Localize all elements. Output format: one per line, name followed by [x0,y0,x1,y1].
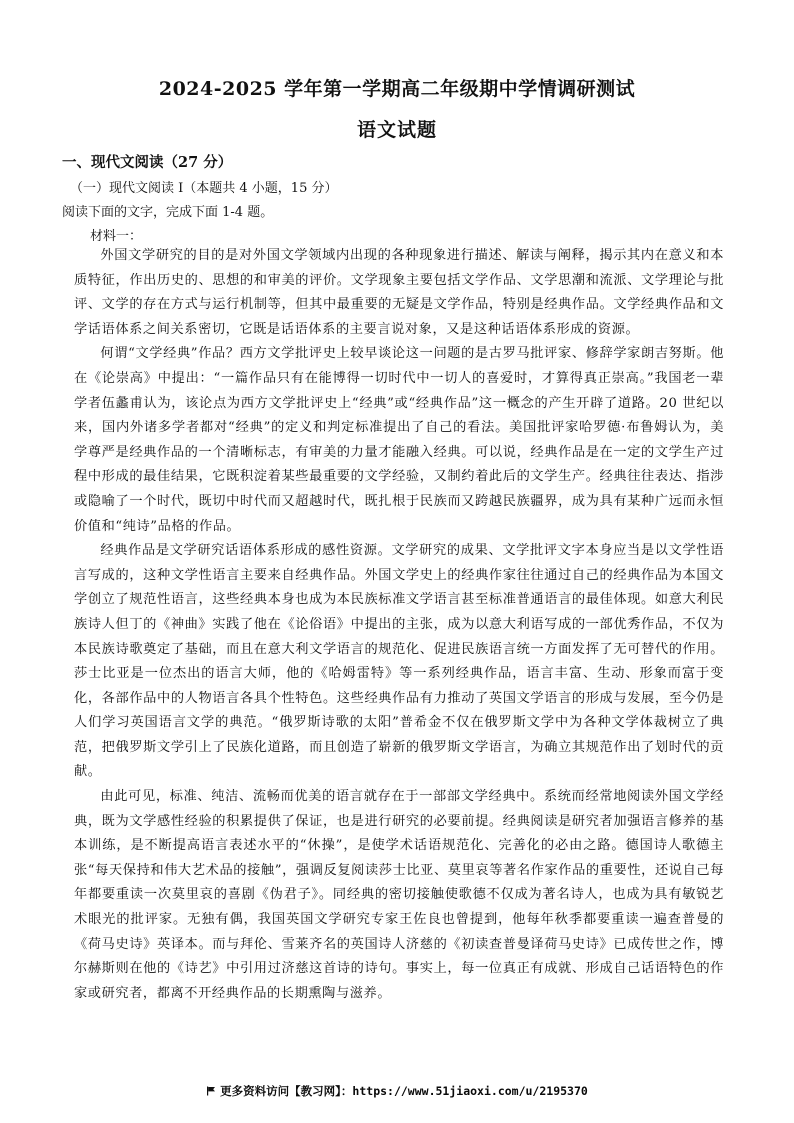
paragraph: 经典作品是文学研究话语体系形成的感性资源。文学研究的成果、文学批评文字本身应当是以文学性语言写成的，这种文学性语言主要来自经典作品。外国文学史上的经典作家往往通过自己的经典作品为本国文学创立了规范性语言，这些经典本身也成为本民族标准文学语言甚至标准普通语言的最佳体现。如意大利民族诗人但丁的《神曲》实践了他在《论俗语》中提出的主张，成为以意大利语写成的一部优秀作品，不仅为本民族诗歌奠定了基础，而且在意大利文学语言的规范化、促进民族语言统一方面发挥了无可替代的作用。莎士比亚是一位杰出的语言大师，他的《哈姆雷特》等一系列经典作品，语言丰富、生动、形象而富于变化，各部作品中的人物语言各具个性特色。这些经典作品有力推动了英国文学语言的形成与发展，至今仍是人们学习英国语言文学的典范。“俄罗斯诗歌的太阳”普希金不仅在俄罗斯文学中为各种文学体裁树立了典范，把俄罗斯文学引上了民族化道路，而且创造了崭新的俄罗斯文学语言，为确立其规范作出了划时代的贡献。 [74,543,724,780]
footer-link[interactable] [0,1083,794,1099]
reading-instruction: 阅读下面的文字，完成下面 1-4 题。 [62,205,274,220]
footer-text: 更多资料访问【教习网】：https://www.51jiaoxi.com/u/2195370 [220,1084,588,1098]
paragraph: 由此可见，标准、纯洁、流畅而优美的语言就存在于一部部文学经典中。系统而经常地阅读外国文学经典，既为文学感性经验的积累提供了保证，也是进行研究的必要前提。经典阅读是研究者加强语言修养的基本训练，是不断提高语言表述水平的“休操”，是使学术话语规范化、完善化的必由之路。德国诗人歌德主张“每天保持和伟大艺术品的接触”，强调反复阅读莎士比亚、莫里哀等著名作家作品的重要性，还说自己每年都要重读一次莫里哀的喜剧《伪君子》。同经典的密切接触使歌德不仅成为著名诗人，也成为具有敏锐艺术眼光的批评家。无独有偶，我国英国文学研究专家王佐良也曾提到，他每年秋季都要重读一遍查普曼的《荷马史诗》英译本。而与拜伦、雪莱齐名的英国诗人济慈的《初读查普曼译荷马史诗》已成传世之作，博尔赫斯则在他的《诗艺》中引用过济慈这首诗的诗句。事实上，每一位真正有成就、形成自己话语特色的作家或研究者，都离不开经典作品的长期熏陶与滋养。 [74,789,724,1001]
page-subtitle: 语文试题 [356,119,437,141]
section-heading: 一、现代文阅读（27 分） [62,154,233,171]
paragraph: 外国文学研究的目的是对外国文学领域内出现的各种现象进行描述、解读与阐释，揭示其内在意义和本质特征，作出历史的、思想的和审美的评价。文学现象主要包括文学作品、文学思潮和流派、文学理论与批评、文学的存在方式与运行机制等，但其中最重要的无疑是文学作品，特别是经典作品。文学经典作品和文学话语体系之间关系密切，它既是话语体系的主要言说对象，又是这种话语体系形成的资源。 [74,248,724,337]
paragraph: 何谓“文学经典”作品？西方文学批评史上较早谈论这一问题的是古罗马批评家、修辞学家朗吉努斯。他在《论崇高》中提出：“一篇作品只有在能博得一切时代中一切人的喜爱时，才算得真正崇高。”我国老一辈学者伍蠡甫认为，该论点为西方文学批评史上“经典”或“经典作品”这一概念的产生开辟了道路。20 世纪以来，国内外诸多学者都对“经典”的定义和判定标准提出了自己的看法。美国批评家哈罗德·布鲁姆认为，美学尊严是经典作品的一个清晰标志，有审美的力量才能融入经典。可以说，经典作品是在一定的文学生产过程中形成的最佳结果，它既积淀着某些最重要的文学经验，又制约着此后的文学生产。经典往往表达、指涉或隐喻了一个时代，既切中时代而又超越时代，既扎根于民族而又跨越民族疆界，成为具有某种广远而永恒价值和“纯诗”品格的作品。 [74,346,724,534]
passage-body [74,244,724,1006]
section-subheading: （一）现代文阅读 I（本题共 4 小题，15 分） [70,181,338,196]
material-label: 材料一： [90,229,143,244]
flag-icon [206,1086,216,1096]
page-title: 2024-2025 学年第一学期高二年级期中学情调研测试 [158,78,636,100]
